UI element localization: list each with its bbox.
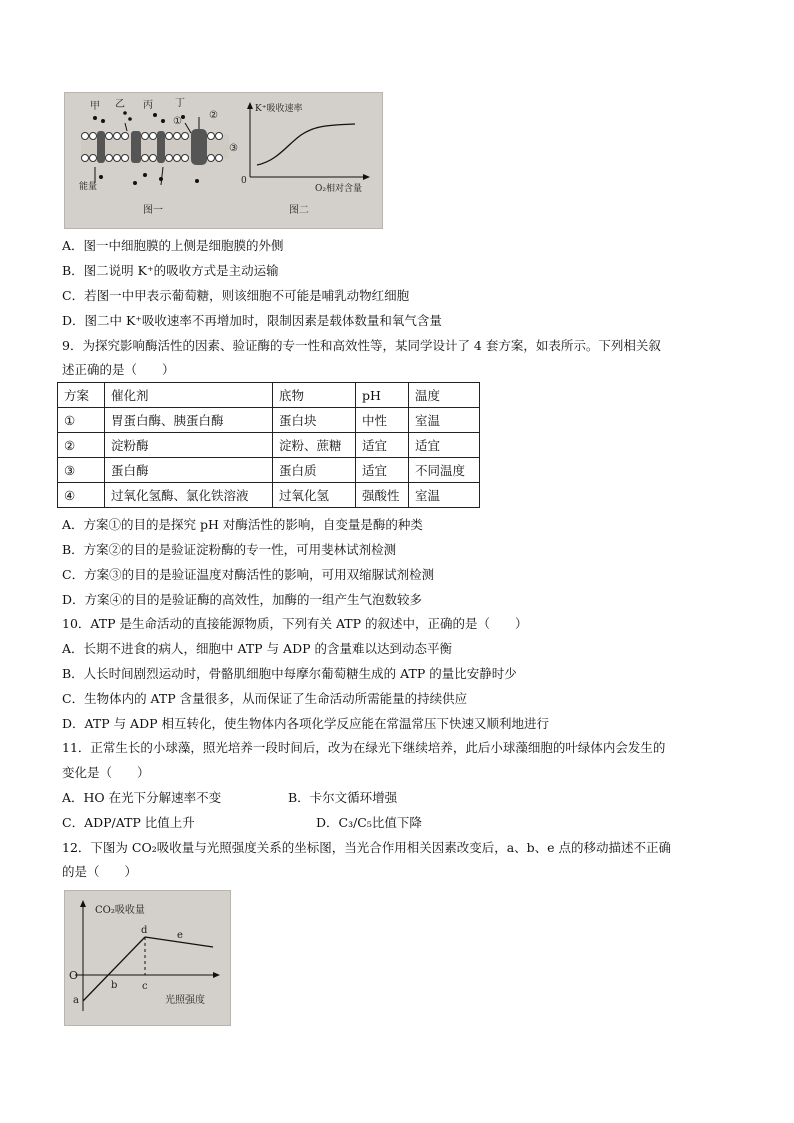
q9-option-b: B．方案②的目的是验证淀粉酶的专一性，可用斐林试剂检测 (62, 542, 397, 557)
q12-stem-line-1: 12．下图为 CO₂吸收量与光照强度关系的坐标图，当光合作用相关因素改变后，a、b、e 点的移动描述不正确 (62, 840, 672, 855)
q8-option-a: A．图一中细胞膜的上侧是细胞膜的外侧 (62, 238, 284, 253)
table-cell: 强酸性 (356, 483, 409, 508)
label-energy: 能量 (79, 182, 98, 192)
header-cell: 催化剂 (105, 383, 273, 408)
q8-option-c: C．若图一中甲表示葡萄糖，则该细胞不可能是哺乳动物红细胞 (62, 288, 410, 303)
table-cell: 室温 (409, 408, 480, 433)
k-uptake-curve (257, 124, 355, 165)
graph2-origin: 0 (241, 176, 247, 186)
figure-co2-light-graph (64, 890, 231, 1026)
graph2-ylabel: K⁺吸收速率 (255, 104, 303, 114)
table-cell: 蛋白块 (273, 408, 356, 433)
q9-option-a: A．方案①的目的是探究 pH 对酶活性的影响，自变量是酶的种类 (62, 517, 423, 532)
label-ding: 丁 (175, 98, 185, 109)
figure-membrane-and-k-uptake (64, 92, 383, 229)
table-cell: 适宜 (409, 433, 480, 458)
table-cell: 胃蛋白酶、胰蛋白酶 (105, 408, 273, 433)
table-header-row (58, 383, 480, 408)
q11-stem-line-2: 变化是（ ） (62, 765, 150, 780)
label-circle-3: ③ (229, 143, 238, 154)
table-cell: 中性 (356, 408, 409, 433)
header-cell: pH (356, 383, 409, 408)
k-uptake-graph (241, 102, 370, 216)
table-cell: 淀粉、蔗糖 (273, 433, 356, 458)
table-row (58, 483, 480, 508)
q11-option-c: C．ADP/ATP 比值上升 (62, 815, 195, 830)
point-a: a (73, 995, 79, 1006)
q10-stem: 10．ATP 是生命活动的直接能源物质，下列有关 ATP 的叙述中，正确的是（ ） (62, 616, 528, 631)
q10-option-d: D．ATP 与 ADP 相互转化，使生物体内各项化学反应能在常温常压下快速又顺利地进行 (62, 716, 549, 731)
table-cell: 适宜 (356, 458, 409, 483)
label-circle-1: ① (173, 116, 182, 127)
q8-option-d: D．图二中 K⁺吸收速率不再增加时，限制因素是载体数量和氧气含量 (62, 313, 442, 328)
header-cell: 方案 (58, 383, 105, 408)
table-row (58, 458, 480, 483)
table-cell: ③ (58, 458, 105, 483)
q9-option-d: D．方案④的目的是验证酶的高效性，加酶的一组产生气泡数较多 (62, 592, 423, 607)
q11-option-d: D．C₃/C₅比值下降 (316, 815, 422, 830)
table-cell: 适宜 (356, 433, 409, 458)
table-cell: ① (58, 408, 105, 433)
label-yi: 乙 (115, 99, 125, 110)
q10-option-b: B．人长时间剧烈运动时，骨骼肌细胞中每摩尔葡萄糖生成的 ATP 的量比安静时少 (62, 666, 517, 681)
q11-stem-line-1: 11．正常生长的小球藻，照光培养一段时间后，改为在绿光下继续培养，此后小球藻细胞的叶绿体内会发生的 (62, 740, 666, 755)
table-cell: ④ (58, 483, 105, 508)
figure-1-caption: 图一 (143, 205, 163, 216)
graph3-xlabel: 光照强度 (165, 995, 205, 1006)
graph2-xlabel: O₂相对含量 (315, 184, 362, 194)
header-cell: 底物 (273, 383, 356, 408)
table-cell: 蛋白酶 (105, 458, 273, 483)
q9-stem-line-2: 述正确的是（ ） (62, 362, 175, 377)
point-d: d (141, 925, 148, 936)
table-cell: 不同温度 (409, 458, 480, 483)
point-c: c (142, 981, 148, 992)
q11-option-a: A．HO 在光下分解速率不变 (62, 790, 222, 805)
q11-option-b: B．卡尔文循环增强 (288, 790, 398, 805)
q9-option-c: C．方案③的目的是验证温度对酶活性的影响，可用双缩脲试剂检测 (62, 567, 435, 582)
q8-option-b: B．图二说明 K⁺的吸收方式是主动运输 (62, 263, 279, 278)
table-cell: 淀粉酶 (105, 433, 273, 458)
table-cell: 过氧化氢 (273, 483, 356, 508)
q9-table (57, 382, 480, 508)
q12-stem-line-2: 的是（ ） (62, 864, 138, 879)
cell-membrane-diagram (79, 97, 238, 216)
table-row (58, 433, 480, 458)
table-row (58, 408, 480, 433)
point-e: e (177, 930, 183, 941)
table-cell: 过氧化氢酶、氯化铁溶液 (105, 483, 273, 508)
co2-rising-line (83, 937, 145, 1001)
graph3-origin: O (69, 969, 79, 982)
point-b: b (111, 980, 118, 991)
label-circle-2: ② (209, 110, 218, 121)
figure-2-caption: 图二 (289, 205, 309, 216)
table-cell: ② (58, 433, 105, 458)
graph3-ylabel: CO₂吸收量 (95, 905, 145, 916)
label-jia: 甲 (90, 101, 100, 112)
header-cell: 温度 (409, 383, 480, 408)
q9-stem-line-1: 9．为探究影响酶活性的因素、验证酶的专一性和高效性等，某同学设计了 4 套方案，如表所示。下列相关叙 (62, 338, 661, 353)
table-cell: 蛋白质 (273, 458, 356, 483)
q10-option-c: C．生物体内的 ATP 含量很多，从而保证了生命活动所需能量的持续供应 (62, 691, 468, 706)
label-bing: 丙 (143, 100, 153, 111)
q10-option-a: A．长期不进食的病人，细胞中 ATP 与 ADP 的含量难以达到动态平衡 (62, 641, 452, 656)
table-cell: 室温 (409, 483, 480, 508)
